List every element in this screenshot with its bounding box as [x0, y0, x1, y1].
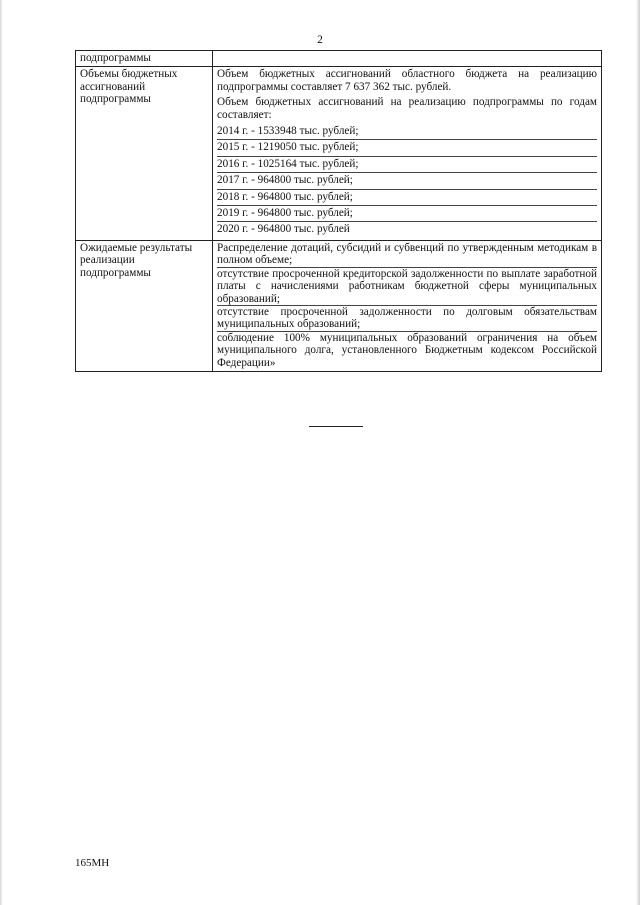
budget-year-2015: 2015 г. - 1219050 тыс. рублей; [217, 140, 597, 156]
results-label: Ожидаемые результаты реализации подпрограммы [76, 240, 213, 371]
table-row-budget [76, 67, 602, 240]
scan-edge-right [636, 0, 640, 905]
subprogram-passport-table [75, 50, 602, 372]
continued-value-cell [213, 51, 602, 67]
footer-document-code: 165МН [75, 857, 110, 869]
scan-edge-left [0, 0, 3, 905]
budget-year-2018: 2018 г. - 964800 тыс. рублей; [217, 190, 597, 206]
budget-year-2020: 2020 г. - 964800 тыс. рублей [217, 223, 350, 236]
budget-year-2017: 2017 г. - 964800 тыс. рублей; [217, 173, 597, 189]
results-item: отсутствие просроченной кредиторской задолженности по выплате заработной платы с начислениями работникам бюджетной сферы муниципальных образований; [217, 267, 597, 305]
end-divider-line [309, 426, 363, 427]
budget-year-2019: 2019 г. - 964800 тыс. рублей; [217, 206, 597, 222]
page-number: 2 [317, 34, 323, 46]
results-item: отсутствие просроченной задолженности по долговым обязательствам муниципальных образований; [217, 305, 597, 331]
results-content [213, 240, 602, 371]
budget-year-2014: 2014 г. - 1533948 тыс. рублей; [217, 124, 597, 140]
table-row-continued [76, 51, 602, 67]
budget-year-2016: 2016 г. - 1025164 тыс. рублей; [217, 157, 597, 173]
budget-by-years-intro: Объем бюджетных ассигнований на реализацию подпрограммы по годам составляет: [217, 96, 597, 121]
budget-content [213, 67, 602, 240]
budget-label: Объемы бюджетных ассигнований подпрограммы [76, 67, 213, 240]
continued-label-cell: подпрограммы [76, 51, 213, 67]
table-row-results [76, 240, 602, 371]
results-item: соблюдение 100% муниципальных образований ограничения на объем муниципального долга, установленного Бюджетным кодексом Российской Федерации» [217, 331, 597, 369]
budget-total-text: Объем бюджетных ассигнований областного бюджета на реализацию подпрограммы составляет 7 637 362 тыс. рублей. [217, 68, 597, 93]
results-item: Распределение дотаций, субсидий и субвенций по утвержденным методикам в полном объеме; [217, 241, 597, 267]
